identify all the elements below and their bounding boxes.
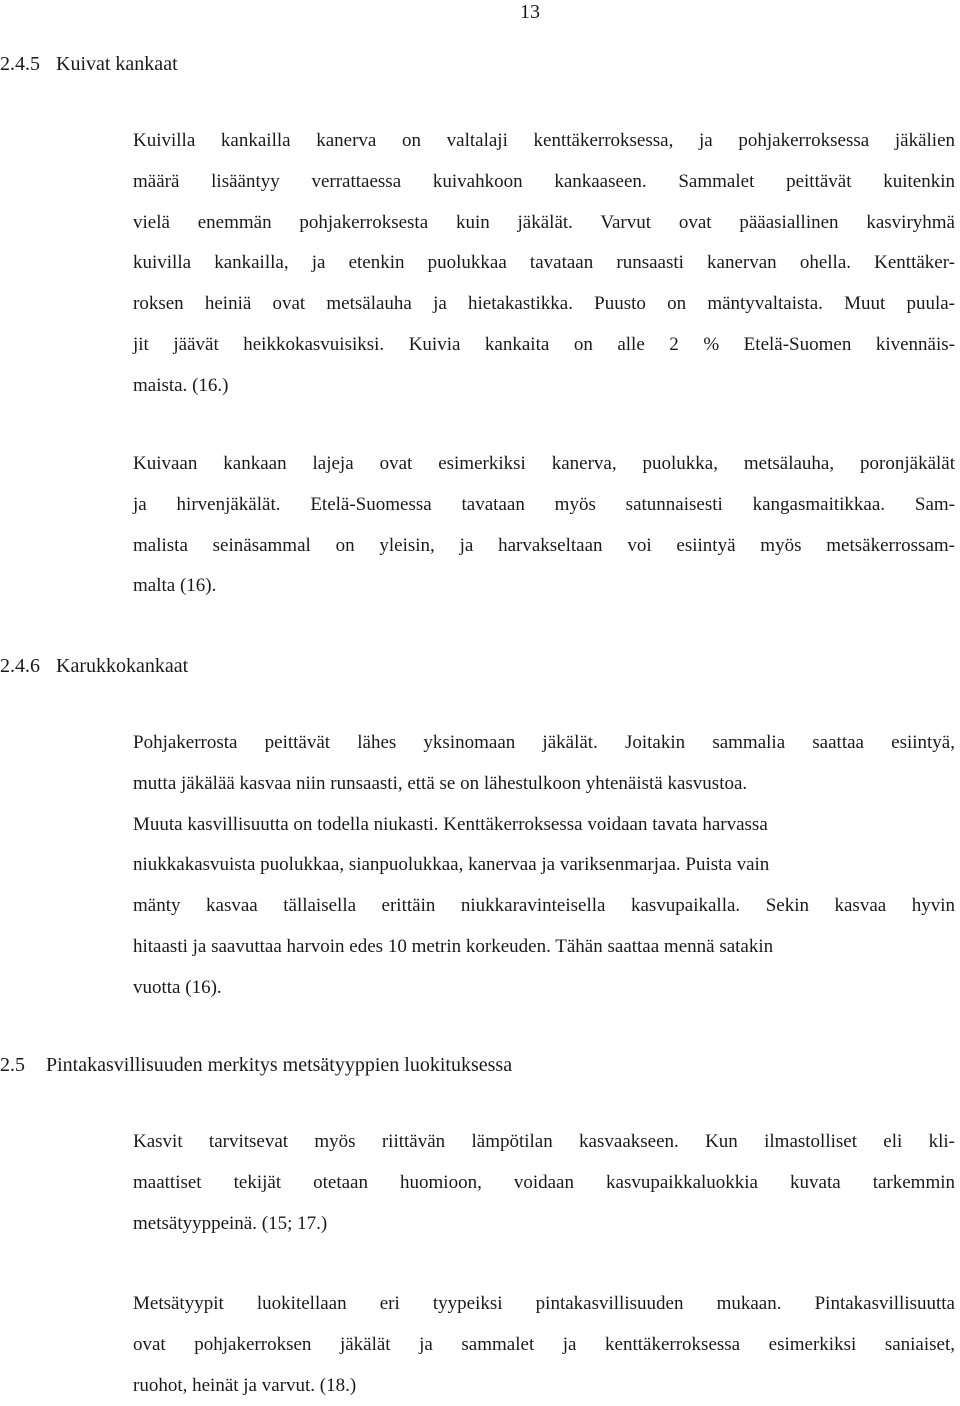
text-line: ovat pohjakerroksen jäkälät ja sammalet ja kenttäkerroksessa esimerkiksi saniaiset, bbox=[133, 1333, 955, 1355]
text-line: jit jäävät heikkokasvuisiksi. Kuivia kankaita on alle 2 % Etelä-Suomen kivennäis- bbox=[133, 333, 955, 355]
section-heading-2-5 bbox=[0, 1053, 512, 1077]
text-line: roksen heiniä ovat metsälauha ja hietakastikka. Puusto on mäntyvaltaista. Muut puula- bbox=[133, 293, 955, 315]
text-line: Pohjakerrosta peittävät lähes yksinomaan jäkälät. Joitakin sammalia saattaa esiintyä, bbox=[133, 732, 955, 753]
text-line: Kuivaan kankaan lajeja ovat esimerkiksi kanerva, puolukka, metsälauha, poronjäkälät bbox=[133, 453, 955, 474]
section-title: Kuivat kankaat bbox=[56, 53, 178, 75]
text-line: määrä lisääntyy verrattaessa kuivahkoon kankaaseen. Sammalet peittävät kuitenkin bbox=[133, 170, 955, 192]
text-line: maista. (16.) bbox=[133, 374, 229, 396]
text-line: metsätyyppeinä. (15; 17.) bbox=[133, 1212, 328, 1234]
section-number: 2.4.5 bbox=[0, 53, 40, 75]
section-number: 2.4.6 bbox=[0, 655, 40, 677]
section-heading-2-4-5 bbox=[0, 52, 178, 76]
text-line: niukkakasvuista puolukkaa, sianpuolukkaa, kanervaa ja variksenmarjaa. Puista vain bbox=[133, 854, 770, 876]
text-line: vuotta (16). bbox=[133, 976, 222, 998]
text-line: Metsätyypit luokitellaan eri tyypeiksi pintakasvillisuuden mukaan. Pintakasvillisuutta bbox=[133, 1293, 955, 1314]
paragraph bbox=[133, 1122, 955, 1244]
page-number: 13 bbox=[520, 1, 540, 23]
section-heading-2-4-6 bbox=[0, 654, 188, 678]
text-line: mänty kasvaa tällaisella erittäin niukkaravinteisella kasvupaikalla. Sekin kasvaa hyvin bbox=[133, 895, 955, 917]
section-title: Pintakasvillisuuden merkitys metsätyyppien luokituksessa bbox=[46, 1054, 513, 1076]
text-line: ruohot, heinät ja varvut. (18.) bbox=[133, 1374, 357, 1396]
text-line: malista seinäsammal on yleisin, ja harvakseltaan voi esiintyä myös metsäkerrossam- bbox=[133, 534, 955, 556]
paragraph bbox=[133, 1284, 955, 1406]
section-number: 2.5 bbox=[0, 1054, 25, 1076]
text-line: Muuta kasvillisuutta on todella niukasti. Kenttäkerroksessa voidaan tavata harvassa bbox=[133, 813, 768, 835]
section-title: Karukkokankaat bbox=[56, 655, 189, 677]
text-line: hitaasti ja saavuttaa harvoin edes 10 metrin korkeuden. Tähän saattaa mennä satakin bbox=[133, 935, 774, 957]
text-line: Kuivilla kankailla kanerva on valtalaji kenttäkerroksessa, ja pohjakerroksessa jäkälien bbox=[133, 130, 955, 151]
text-line: maattiset tekijät otetaan huomioon, voidaan kasvupaikkaluokkia kuvata tarkemmin bbox=[133, 1171, 955, 1193]
paragraph bbox=[133, 121, 955, 407]
paragraph bbox=[133, 723, 955, 1009]
text-line: mutta jäkälää kasvaa niin runsaasti, että se on lähestulkoon yhtenäistä kasvustoa. bbox=[133, 772, 748, 794]
text-line: ja hirvenjäkälät. Etelä-Suomessa tavataan myös satunnaisesti kangasmaitikkaa. Sam- bbox=[133, 493, 955, 515]
paragraph bbox=[133, 444, 955, 607]
text-line: kuivilla kankailla, ja etenkin puolukkaa tavataan runsaasti kanervan ohella. Kenttäker- bbox=[133, 252, 955, 274]
text-line: malta (16). bbox=[133, 575, 217, 597]
text-line: Kasvit tarvitsevat myös riittävän lämpötilan kasvaakseen. Kun ilmastolliset eli kli- bbox=[133, 1131, 955, 1152]
text-line: vielä enemmän pohjakerroksesta kuin jäkälät. Varvut ovat pääasiallinen kasviryhmä bbox=[133, 211, 955, 233]
